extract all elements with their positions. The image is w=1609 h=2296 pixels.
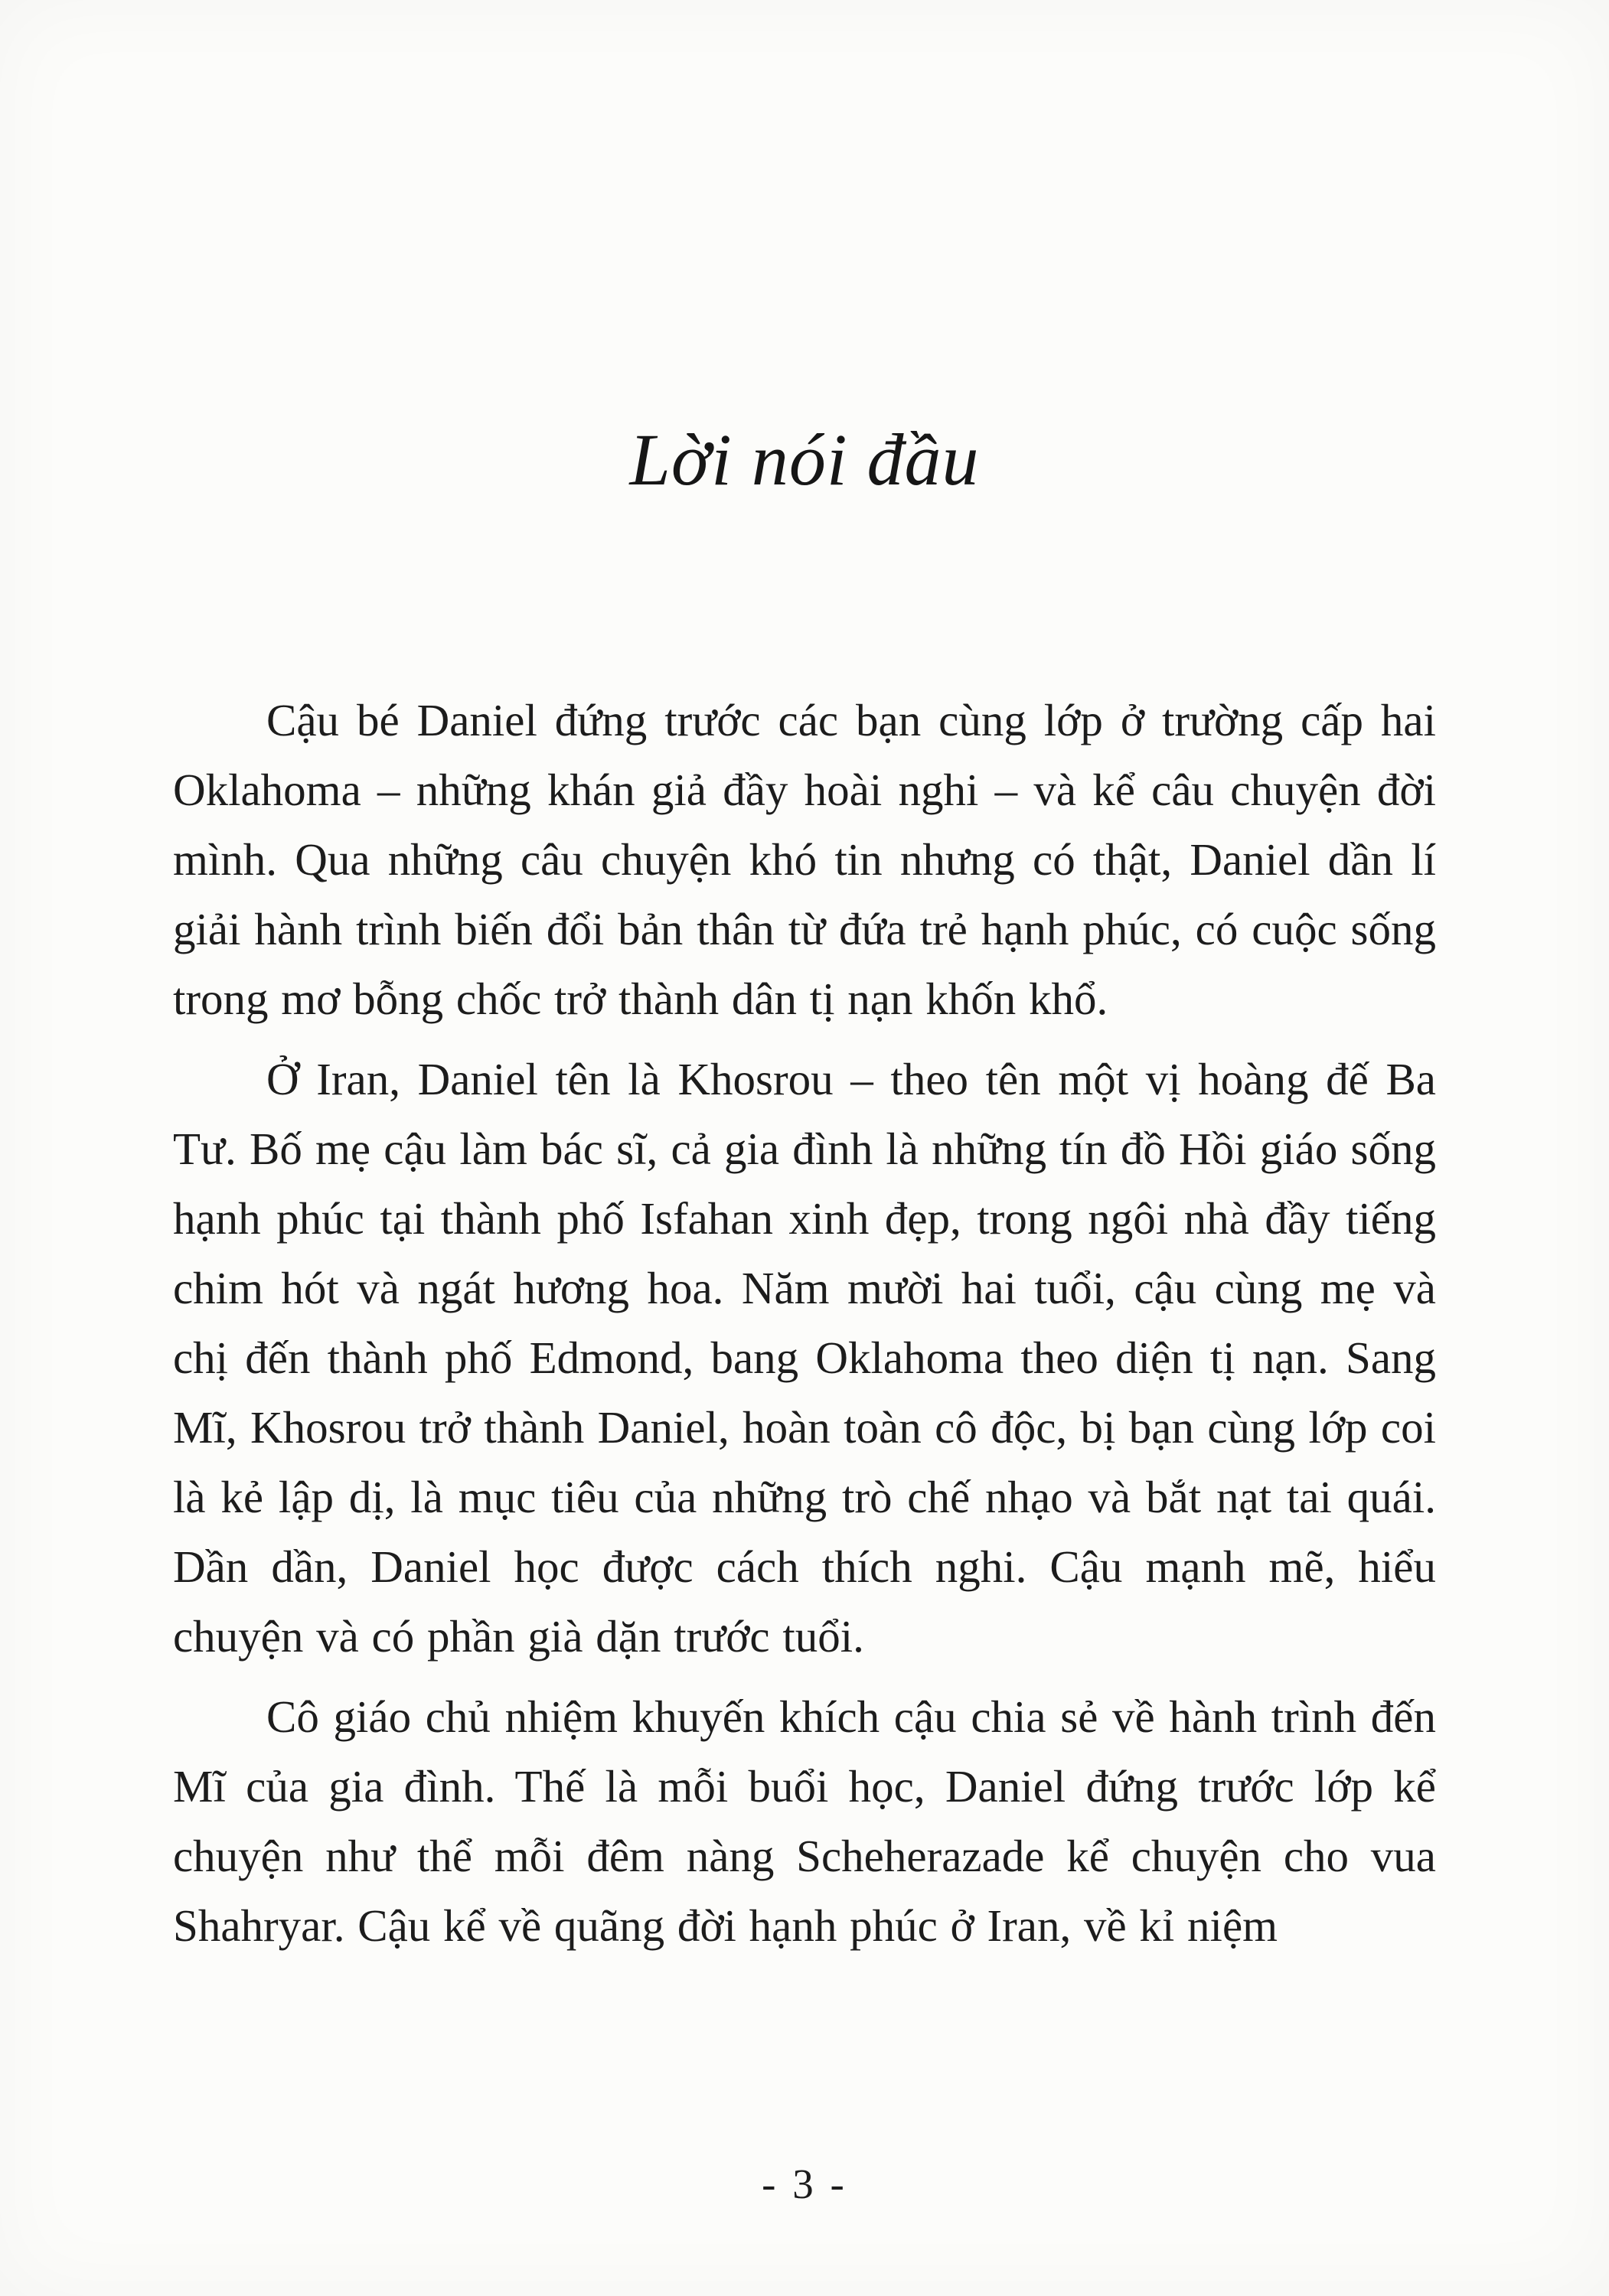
body-text	[173, 686, 1436, 1961]
paragraph: Cậu bé Daniel đứng trước các bạn cùng lớp ở trường cấp hai Oklahoma – những khán giả đầy hoài nghi – và kể câu chuyện đời mình. Qua những câu chuyện khó tin nhưng có thật, Daniel dần lí giải hành trình biến đổi bản thân từ đứa trẻ hạnh phúc, có cuộc sống trong mơ bỗng chốc trở thành dân tị nạn khốn khổ.	[173, 694, 1436, 1024]
paragraph: Ở Iran, Daniel tên là Khosrou – theo tên một vị hoàng đế Ba Tư. Bố mẹ cậu làm bác sĩ, cả gia đình là những tín đồ Hồi giáo sống hạnh phúc tại thành phố Isfahan xinh đẹp, trong ngôi nhà đầy tiếng chim hót và ngát hương hoa. Năm mười hai tuổi, cậu cùng mẹ và chị đến thành phố Edmond, bang Oklahoma theo diện tị nạn. Sang Mĩ, Khosrou trở thành Daniel, hoàn toàn cô độc, bị bạn cùng lớp coi là kẻ lập dị, là mục tiêu của những trò chế nhạo và bắt nạt tai quái. Dần dần, Daniel học được cách thích nghi. Cậu mạnh mẽ, hiểu chuyện và có phần già dặn trước tuổi.	[173, 1053, 1436, 1662]
paragraph: Cô giáo chủ nhiệm khuyến khích cậu chia sẻ về hành trình đến Mĩ của gia đình. Thế là mỗi buổi học, Daniel đứng trước lớp kể chuyện như thể mỗi đêm nàng Scheherazade kể chuyện cho vua Shahryar. Cậu kể về quãng đời hạnh phúc ở Iran, về kỉ niệm	[173, 1691, 1436, 1951]
chapter-title: Lời nói đầu	[629, 419, 980, 501]
page-number: - 3 -	[762, 2161, 847, 2207]
